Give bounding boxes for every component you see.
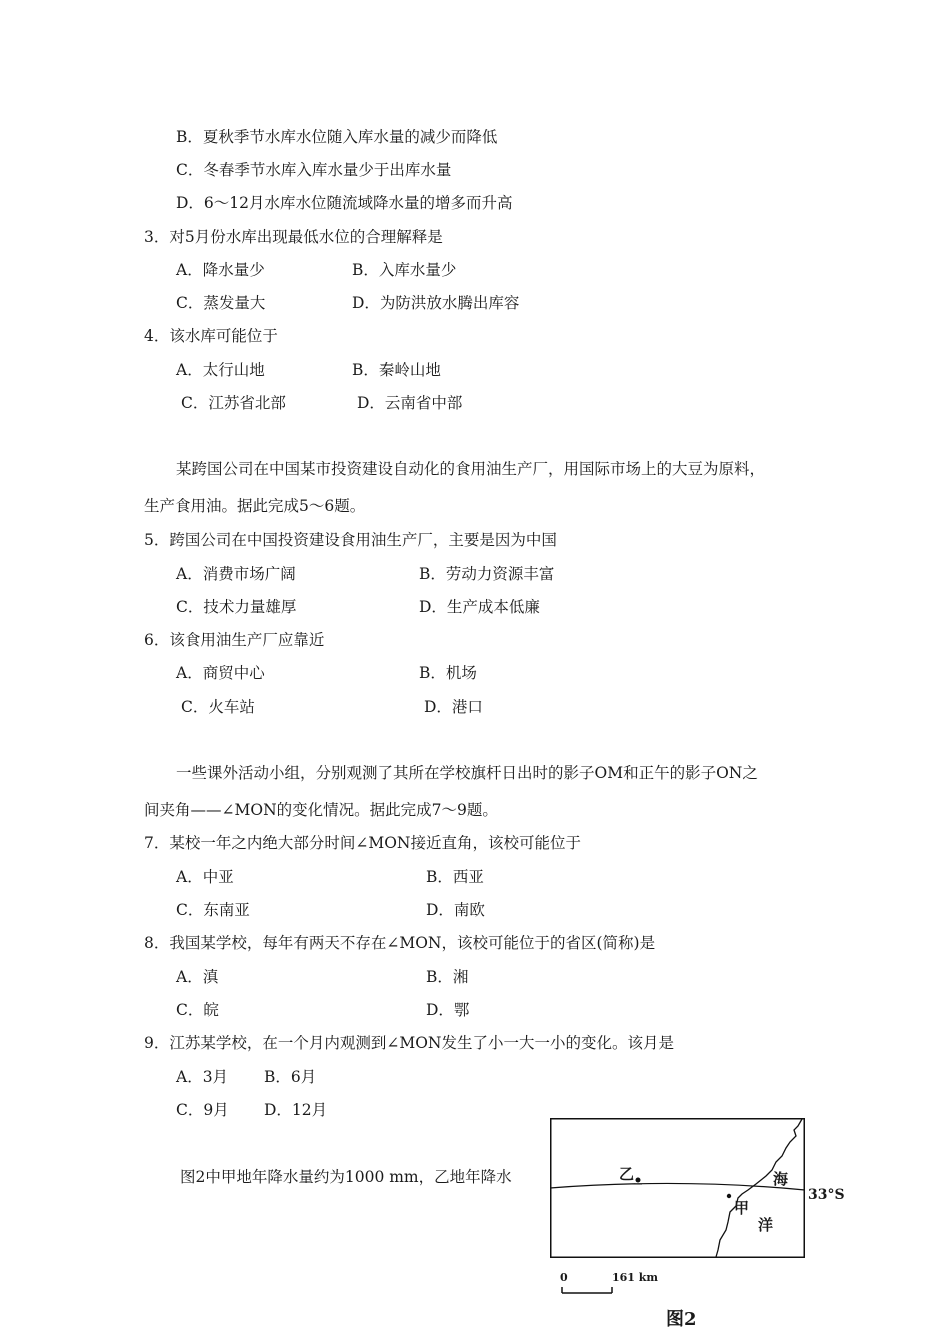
q3-option-b: B．入库水量少 [352, 261, 457, 279]
q9-stem: 9．江苏某学校，在一个月内观测到∠MON发生了小一大一小的变化。该月是 [144, 1034, 674, 1052]
q7-option-c: C．东南亚 [176, 901, 250, 919]
q4-option-b: B．秦岭山地 [352, 361, 441, 379]
q2-option-d: D．6～12月水库水位随流域降水量的增多而升高 [176, 194, 513, 212]
passage3-line1: 图2中甲地年降水量约为1000 mm，乙地年降水 [180, 1168, 512, 1186]
point-yi [636, 1178, 641, 1183]
q5-option-c: C．技术力量雄厚 [176, 598, 297, 616]
q4-option-c: C．江苏省北部 [181, 394, 286, 412]
latitude-label: 33°S [808, 1187, 845, 1203]
scale-value: 161 km [612, 1271, 659, 1284]
q6-option-c: C．火车站 [181, 698, 255, 716]
scale-zero: 0 [560, 1271, 568, 1284]
q7-option-a: A．中亚 [176, 868, 234, 886]
q7-option-d: D．南欧 [426, 901, 485, 919]
q2-option-b: B．夏秋季节水库水位随入库水量的减少而降低 [176, 128, 498, 146]
label-yi: 乙 [619, 1165, 635, 1183]
passage2-line2: 间夹角——∠MON的变化情况。据此完成7～9题。 [144, 801, 498, 819]
q9-option-b: B．6月 [264, 1068, 317, 1086]
label-hai: 海 [773, 1170, 789, 1188]
figure-caption: 图2 [666, 1309, 697, 1330]
q8-stem: 8．我国某学校，每年有两天不存在∠MON，该校可能位于的省区(简称)是 [144, 934, 656, 952]
q8-option-c: C．皖 [176, 1001, 219, 1019]
q5-option-a: A．消费市场广阔 [176, 565, 296, 583]
q4-option-d: D．云南省中部 [357, 394, 463, 412]
q9-option-c: C．9月 [176, 1101, 229, 1119]
q4-stem: 4．该水库可能位于 [144, 327, 278, 345]
q6-option-b: B．机场 [419, 664, 477, 682]
q8-option-b: B．湘 [426, 968, 469, 986]
q4-option-a: A．太行山地 [176, 361, 265, 379]
q5-option-b: B．劳动力资源丰富 [419, 565, 555, 583]
label-jia: 甲 [734, 1199, 750, 1217]
q3-option-a: A．降水量少 [176, 261, 265, 279]
q6-option-d: D．港口 [424, 698, 483, 716]
q6-option-a: A．商贸中心 [176, 664, 265, 682]
q8-option-d: D．鄂 [426, 1001, 470, 1019]
q8-option-a: A．滇 [176, 968, 219, 986]
q7-option-b: B．西亚 [426, 868, 484, 886]
q5-option-d: D．生产成本低廉 [419, 598, 540, 616]
passage1-line2: 生产食用油。据此完成5～6题。 [144, 497, 366, 515]
q3-option-c: C．蒸发量大 [176, 294, 266, 312]
q6-stem: 6．该食用油生产厂应靠近 [144, 631, 325, 649]
q9-option-d: D．12月 [264, 1101, 328, 1119]
passage1-line1: 某跨国公司在中国某市投资建设自动化的食用油生产厂，用国际市场上的大豆为原料， [176, 460, 766, 478]
q3-stem: 3．对5月份水库出现最低水位的合理解释是 [144, 228, 443, 246]
label-yang: 洋 [758, 1216, 774, 1234]
point-jia [727, 1194, 731, 1198]
q3-option-d: D．为防洪放水腾出库容 [352, 294, 520, 312]
scale-bar [560, 1282, 640, 1296]
q9-option-a: A．3月 [176, 1068, 229, 1086]
figure2-map [550, 1118, 805, 1258]
q7-stem: 7．某校一年之内绝大部分时间∠MON接近直角，该校可能位于 [144, 834, 581, 852]
latitude-line [550, 1183, 805, 1190]
q5-stem: 5．跨国公司在中国投资建设食用油生产厂，主要是因为中国 [144, 531, 557, 549]
passage2-line1: 一些课外活动小组，分别观测了其所在学校旗杆日出时的影子OM和正午的影子ON之 [176, 764, 758, 782]
map-frame [551, 1119, 805, 1258]
q2-option-c: C．冬春季节水库入库水量少于出库水量 [176, 161, 452, 179]
